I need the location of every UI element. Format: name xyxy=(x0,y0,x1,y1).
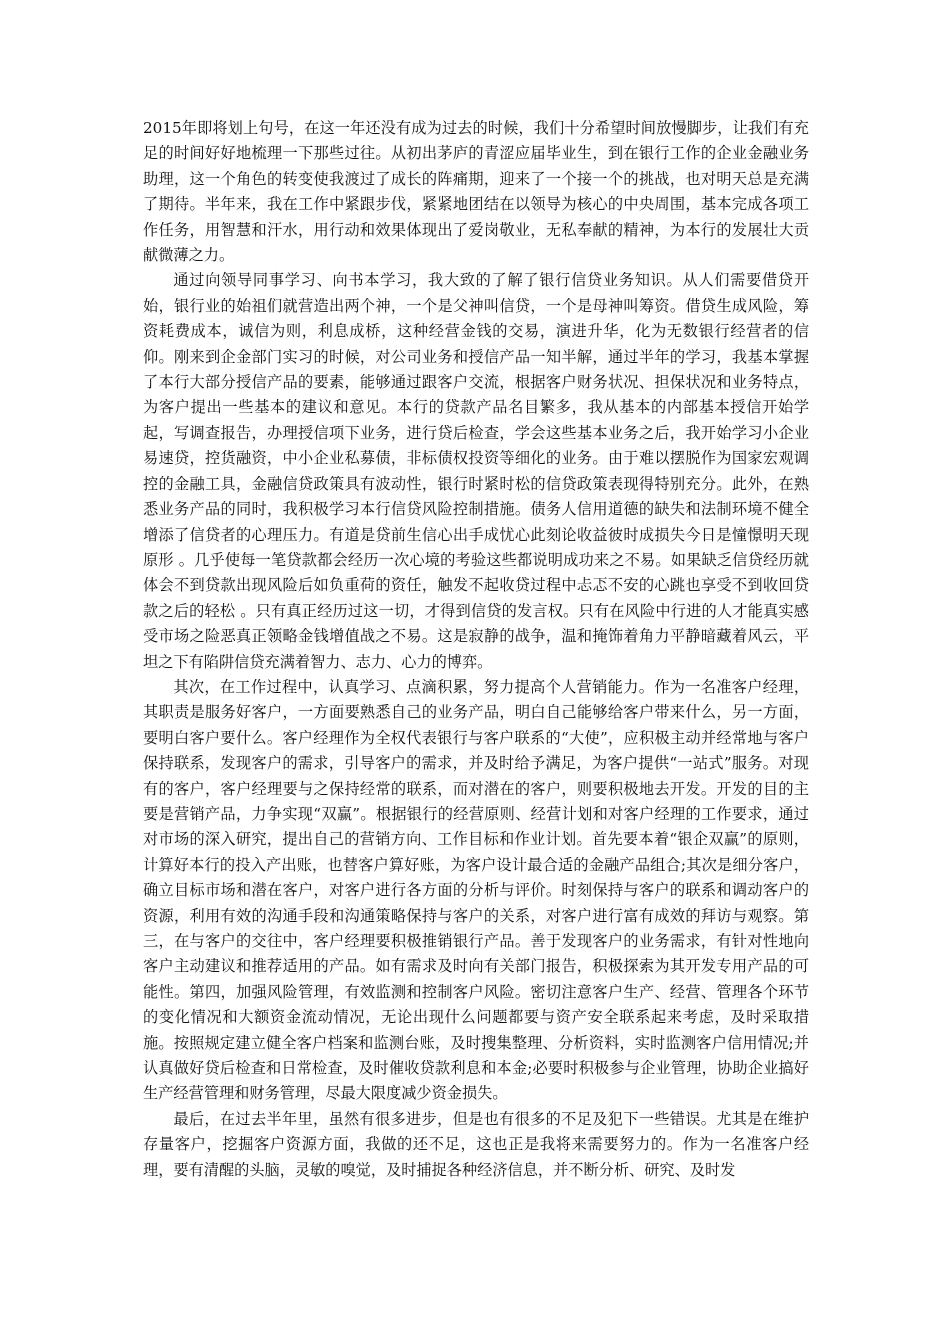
paragraph-credit-learning: 通过向领导同事学习、向书本学习，我大致的了解了银行信贷业务知识。从人们需要借贷开始，银行业的始祖们就营造出两个神，一个是父神叫信贷，一个是母神叫筹资。借贷生成风险，筹资耗费成本，诚信为则，利息成桥，这种经营金钱的交易，演进升华，化为无数银行经营者的信仰。刚来到企金部门实习的时候，对公司业务和授信产品一知半解，通过半年的学习，我基本掌握了本行大部分授信产品的要素，能够通过跟客户交流，根据客户财务状况、担保状况和业务特点，为客户提出一些基本的建议和意见。本行的贷款产品名目繁多，我从基本的内部基本授信开始学起，写调查报告，办理授信项下业务，进行贷后检查，学会这些基本业务之后，我开始学习小企业易速贷，控货融资，中小企业私募债，非标债权投资等细化的业务。由于难以摆脱作为国家宏观调控的金融工具，金融信贷政策具有波动性，银行时紧时松的信贷政策表现得特别充分。此外，在熟悉业务产品的同时，我积极学习本行信贷风险控制措施。债务人信用道德的缺失和法制环境不健全增添了信贷者的心理压力。有道是贷前生信心出手成忧心此刻论收益彼时成损失今日是憧憬明天现原形 。几乎使每一笔贷款都会经历一次心境的考验这些都说明成功来之不易。如果缺乏信贷经历就体会不到贷款出现风险后如负重荷的资任，触发不起收贷过程中忐忑不安的心跳也享受不到收回贷款之后的轻松 。只有真正经历过这一切，才得到信贷的发言权。只有在风险中行进的人才能真实感受市场之险恶真正领略金钱增值战之不易。这是寂静的战争，温和掩饰着角力平静暗藏着风云，平坦之下有陷阱信贷充满着智力、志力、心力的博弈。 xyxy=(143,271,809,671)
document-body xyxy=(143,116,809,1183)
paragraph-marketing-skills: 其次，在工作过程中，认真学习、点滴积累，努力提高个人营销能力。作为一名准客户经理，其职责是服务好客户，一方面要熟悉自己的业务产品，明白自己能够给客户带来什么，另一方面，要明白客户要什么。客户经理作为全权代表银行与客户联系的“大使”，应积极主动并经常地与客户保持联系，发现客户的需求，引导客户的需求，并及时给予满足，为客户提供“一站式”服务。对现有的客户，客户经理要与之保持经常的联系，而对潜在的客户，则要积极地去开发。开发的目的主要是营销产品，力争实现“双赢”。根据银行的经营原则、经营计划和对客户经理的工作要求，通过对市场的深入研究，提出自己的营销方向、工作目标和作业计划。首先要本着“银企双赢”的原则，计算好本行的投入产出账，也替客户算好账，为客户设计最合适的金融产品组合;其次是细分客户，确立目标市场和潜在客户，对客户进行各方面的分析与评价。时刻保持与客户的联系和调动客户的资源，利用有效的沟通手段和沟通策略保持与客户的关系，对客户进行富有成效的拜访与观察。第三，在与客户的交往中，客户经理要积极推销银行产品。善于发现客户的业务需求，有针对性地向客户主动建议和推荐适用的产品。如有需求及时向有关部门报告，积极探索为其开发专用产品的可能性。第四，加强风险管理，有效监测和控制客户风险。密切注意客户生产、经营、管理各个环节的变化情况和大额资金流动情况，无论出现什么问题都要与资产安全联系起来考虑，及时采取措施。按照规定建立健全客户档案和监测台账，及时搜集整理、分析资料，实时监测客户信用情况;并认真做好贷后检查和日常检查，及时催收贷款利息和本金;必要时积极参与企业管理，协助企业搞好生产经营管理和财务管理，尽最大限度减少资金损失。 xyxy=(143,677,809,1103)
paragraph-intro: 2015年即将划上句号，在这一年还没有成为过去的时候，我们十分希望时间放慢脚步，让我们有充足的时间好好地梳理一下那些过往。从初出茅庐的青涩应届毕业生，到在银行工作的企业金融业务助理，这一个角色的转变使我渡过了成长的阵痛期，迎来了一个接一个的挑战，也对明天总是充满了期待。半年来，我在工作中紧跟步伐，紧紧地团结在以领导为核心的中央周围，基本完成各项工作任务，用智慧和汗水，用行动和效果体现出了爱岗敬业，无私奉献的精神，为本行的发展壮大贡献微薄之力。 xyxy=(143,119,809,265)
paragraph-shortcomings: 最后，在过去半年里，虽然有很多进步，但是也有很多的不足及犯下一些错误。尤其是在维护存量客户，挖掘客户资源方面，我做的还不足，这也正是我将来需要努力的。作为一名准客户经理，要有清醒的头脑，灵敏的嗅觉，及时捕捉各种经济信息，并不断分析、研究、及时发 xyxy=(143,1109,809,1179)
